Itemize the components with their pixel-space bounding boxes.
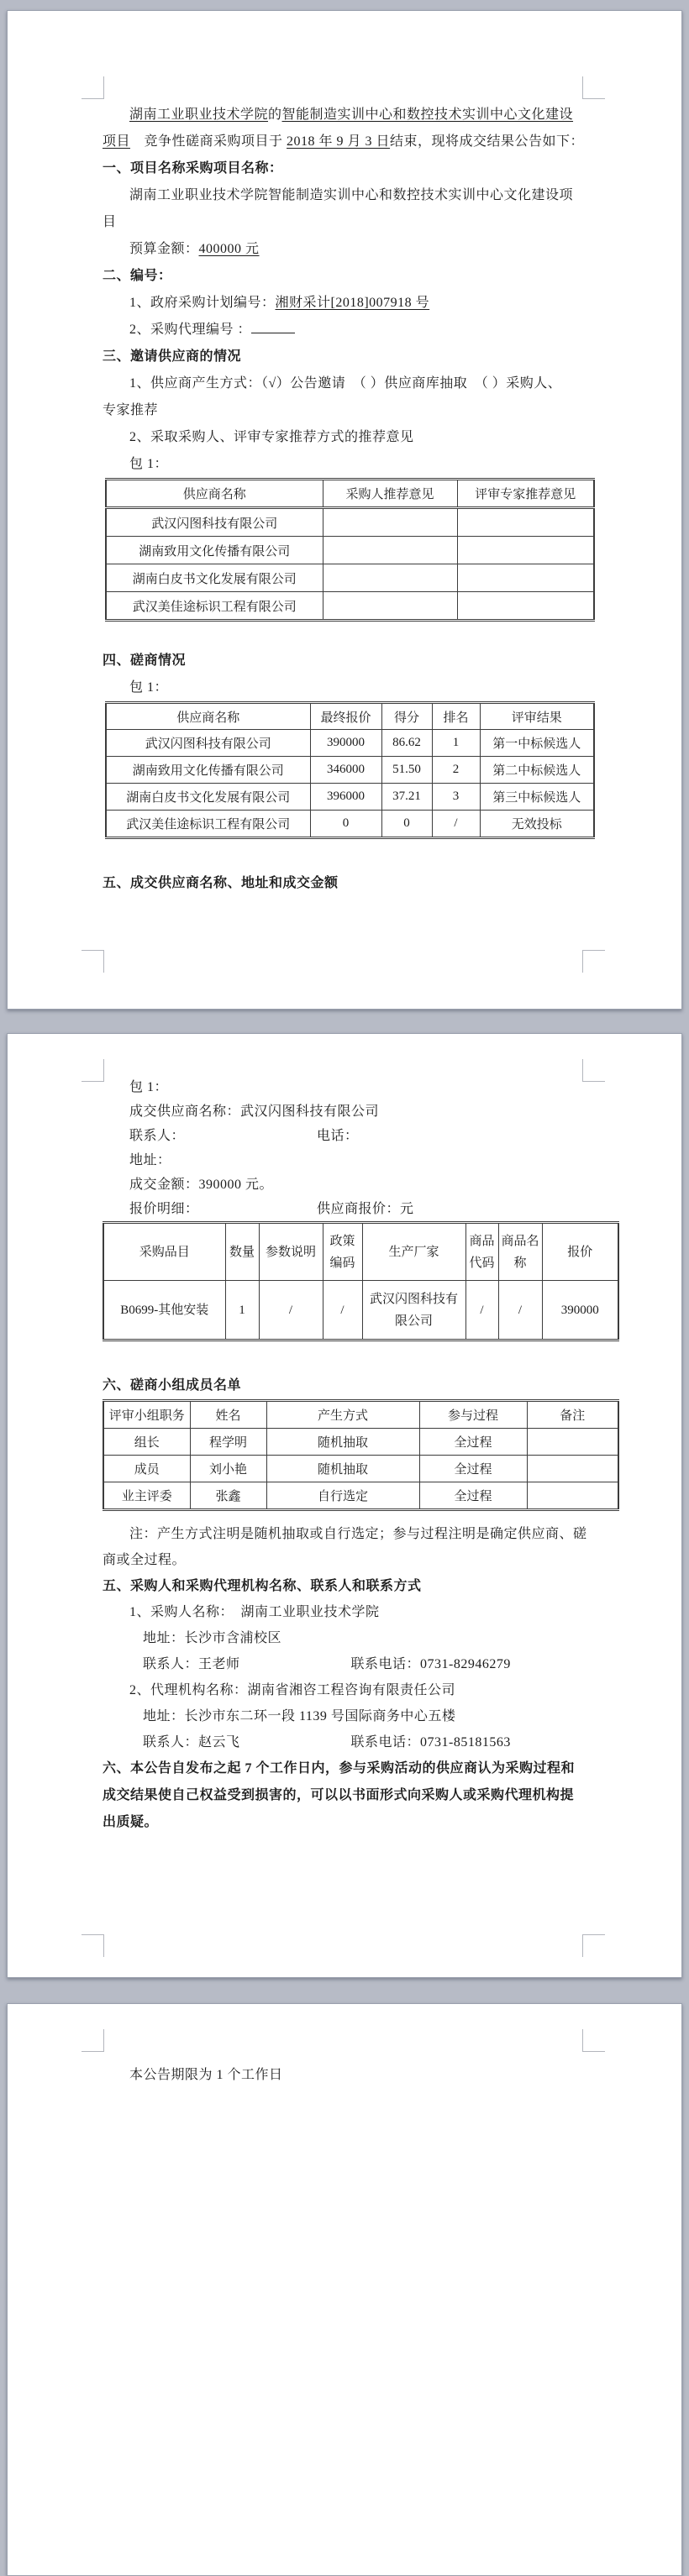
text-line [103,1372,607,1399]
text-segment: 联系人： 电话： [129,1129,359,1143]
text-line [103,424,607,451]
table-cell: 张鑫 [190,1482,266,1510]
text-segment: 二、编号： [103,269,172,283]
page-2-content [8,1034,681,1836]
text-segment: 湖南工业职业技术学院 [129,108,269,122]
table-cell: 37.21 [381,784,432,811]
table-cell: 346000 [310,757,381,784]
table-cell: 86.62 [381,730,432,757]
table-cell: 0 [381,811,432,838]
page-2 [7,1033,682,1978]
text-line [103,102,607,129]
margin-mark-bottom-left-icon [82,1934,104,1957]
text-line [103,344,607,370]
text-line [103,182,607,209]
panel-heading-block [103,1372,607,1399]
table-cell [323,508,457,537]
table-cell: 自行选定 [266,1482,419,1510]
table-cell: 第二中标候选人 [480,757,594,784]
column-header: 生产厂家 [362,1223,465,1281]
table-row [106,811,594,838]
table-cell: / [498,1281,542,1340]
text-segment: 专家推荐 [103,403,159,417]
text-segment: 联系人：王老师 联系电话：0731-82946279 [143,1657,511,1671]
text-line [103,129,607,155]
text-segment: 2、代理机构名称：湖南省湘咨工程咨询有限责任公司 [129,1683,456,1697]
column-header: 商品代码 [465,1223,498,1281]
award-heading-block [103,870,607,897]
text-segment: 本公告期限为 1 个工作日 [129,2068,283,2082]
table-cell: 成员 [103,1456,190,1482]
text-line [103,1782,607,1809]
text-segment: 三、邀请供应商的情况 [103,349,242,364]
text-line [103,1729,607,1755]
table-row [106,757,594,784]
table-cell: 武汉美佳途标识工程有限公司 [106,592,323,621]
column-header: 评审专家推荐意见 [457,480,594,508]
table-cell: 全过程 [419,1482,527,1510]
text-line [103,290,607,317]
column-header: 参数说明 [259,1223,323,1281]
margin-mark-bottom-left-icon [82,950,104,973]
table-cell: 湖南白皮书文化发展有限公司 [106,784,310,811]
text-segment: 1、采购人名称： 湖南工业职业技术学院 [129,1605,380,1619]
contact-and-notice-block [103,1521,607,1836]
table-cell: 第三中标候选人 [480,784,594,811]
text-segment: 项目 [103,134,131,149]
column-header: 供应商名称 [106,703,310,730]
table-header-row [103,1401,618,1429]
text-segment: 2、采购代理编号 ： [129,323,252,337]
text-segment: 地址：长沙市含浦校区 [143,1631,282,1645]
text-line [103,1547,607,1573]
text-line [103,209,607,236]
column-header: 报价 [542,1223,618,1281]
text-segment: 注：产生方式注明是随机抽取或自行选定；参与过程注明是确定供应商、磋 [129,1527,587,1541]
text-segment: 联系人：赵云飞 联系电话：0731-85181563 [143,1735,511,1750]
table-row [106,784,594,811]
text-segment: 报价明细： 供应商报价：元 [129,1202,414,1216]
table-cell: 刘小艳 [190,1456,266,1482]
table-cell: 湖南致用文化传播有限公司 [106,537,323,564]
column-header: 参与过程 [419,1401,527,1429]
table-cell: / [259,1281,323,1340]
text-segment: 六、磋商小组成员名单 [103,1378,242,1393]
text-line [103,317,607,344]
text-segment: 2018 年 9 月 3 日 [287,134,391,149]
text-line [103,1651,607,1677]
table-cell: 武汉闪图科技有限公司 [106,508,323,537]
text-segment: 五、成交供应商名称、地址和成交金额 [103,876,339,890]
text-line [103,155,607,182]
table-cell: 湖南致用文化传播有限公司 [106,757,310,784]
table-cell: / [323,1281,362,1340]
text-line [103,1755,607,1782]
text-line [103,1148,607,1173]
validity-block [103,2062,607,2089]
table-cell [527,1482,618,1510]
table-cell [457,592,594,621]
text-line [103,870,607,897]
text-segment: 1、政府采购计划编号： [129,296,276,310]
table-cell: 1 [225,1281,259,1340]
text-segment: 成交结果使自己权益受到损害的，可以以书面形式向采购人或采购代理机构提 [103,1788,575,1802]
table-cell: 390000 [542,1281,618,1340]
table-row [106,537,594,564]
text-segment: 地址：长沙市东二环一段 1139 号国际商务中心五楼 [143,1709,456,1723]
page-3-content [8,2004,681,2089]
column-header: 得分 [381,703,432,730]
table-cell: 第一中标候选人 [480,730,594,757]
text-line [103,236,607,263]
page-1 [7,10,682,1010]
text-line [103,1625,607,1651]
table-cell: 武汉闪图科技有限公司 [362,1281,465,1340]
text-line [103,1075,607,1099]
award-detail-block [103,1075,607,1221]
text-line [103,1124,607,1148]
table-cell [527,1456,618,1482]
text-segment: 湘财采计[2018]007918 号 [275,296,430,310]
table-cell: 3 [432,784,480,811]
table-cell: / [432,811,480,838]
text-line [103,1521,607,1547]
blank-underline [251,320,295,333]
column-header: 商品名称 [498,1223,542,1281]
table-cell [323,564,457,592]
column-header: 评审小组职务 [103,1401,190,1429]
text-line [103,1599,607,1625]
column-header: 采购品目 [103,1223,225,1281]
text-segment: 包 1： [129,1080,169,1094]
column-header: 排名 [432,703,480,730]
table-cell [323,537,457,564]
table-cell: 51.50 [381,757,432,784]
text-segment: 包 1： [129,680,169,695]
text-line [103,674,607,701]
column-header: 备注 [527,1401,618,1429]
margin-mark-bottom-right-icon [582,1934,605,1957]
table-cell: 1 [432,730,480,757]
text-segment: 湖南工业职业技术学院智能制造实训中心和数控技术实训中心文化建设项 [129,188,574,202]
text-segment: 结束，现将成交结果公告如下： [390,134,585,149]
text-segment: 目 [103,215,117,229]
column-header: 数量 [225,1223,259,1281]
table-row [103,1281,618,1340]
text-segment: 400000 元 [198,242,260,256]
table-row [106,730,594,757]
text-line [103,397,607,424]
table-cell: 湖南白皮书文化发展有限公司 [106,564,323,592]
table-row [103,1456,618,1482]
column-header: 评审结果 [480,703,594,730]
table-header-row [106,480,594,508]
text-segment: 出质疑。 [103,1815,159,1829]
text-line [103,2062,607,2089]
text-segment: 包 1： [129,457,169,471]
text-segment: 竞争性磋商采购项目于 [130,134,287,149]
text-line [103,1173,607,1197]
text-segment: 四、磋商情况 [103,653,187,668]
text-line [103,1573,607,1599]
text-line [103,1809,607,1836]
table-cell: 390000 [310,730,381,757]
text-line [103,1677,607,1703]
table-cell: 无效投标 [480,811,594,838]
table-row [103,1482,618,1510]
text-segment: 商或全过程。 [103,1553,187,1567]
text-line [103,1197,607,1221]
text-line [103,648,607,674]
text-segment: 2、采取采购人、评审专家推荐方式的推荐意见 [129,430,414,444]
text-line [103,370,607,397]
text-line [103,263,607,290]
page-3 [7,2003,682,2576]
table-header-row [106,703,594,730]
text-segment: 一、项目名称采购项目名称： [103,161,283,176]
panel-member-table [103,1399,619,1511]
text-segment: 预算金额： [129,242,199,256]
table-cell: 全过程 [419,1429,527,1456]
table-row [106,508,594,537]
text-line [103,1099,607,1124]
recommendation-table [105,478,595,622]
text-segment: 成交供应商名称：武汉闪图科技有限公司 [129,1104,380,1119]
table-cell [457,564,594,592]
table-cell: 0 [310,811,381,838]
column-header: 最终报价 [310,703,381,730]
table-cell [527,1429,618,1456]
table-row [106,592,594,621]
table-cell: 程学明 [190,1429,266,1456]
table-cell: 随机抽取 [266,1456,419,1482]
table-cell: / [465,1281,498,1340]
table-cell [323,592,457,621]
text-segment: 1、供应商产生方式：（√）公告邀请 （ ）供应商库抽取 （ ）采购人、 [129,376,562,391]
table-cell: 396000 [310,784,381,811]
table-cell: 武汉闪图科技有限公司 [106,730,310,757]
text-segment: 五、采购人和采购代理机构名称、联系人和联系方式 [103,1579,422,1593]
column-header: 采购人推荐意见 [323,480,457,508]
page-1-content [8,11,681,897]
table-row [106,564,594,592]
text-segment: 智能制造实训中心和数控技术实训中心文化建设 [281,108,574,122]
negotiation-heading-block [103,648,607,701]
margin-mark-bottom-right-icon [582,950,605,973]
text-line [103,1703,607,1729]
column-header: 供应商名称 [106,480,323,508]
text-segment: 六、本公告自发布之起 7 个工作日内，参与采购活动的供应商认为采购过程和 [103,1761,576,1776]
text-line [103,451,607,478]
table-cell [457,537,594,564]
table-cell: 随机抽取 [266,1429,419,1456]
negotiation-result-table [105,701,595,839]
text-segment: 的 [268,108,282,122]
text-segment: 地址： [129,1153,171,1167]
table-header-row [103,1223,618,1281]
table-cell: 组长 [103,1429,190,1456]
column-header: 政策编码 [323,1223,362,1281]
table-cell: 武汉美佳途标识工程有限公司 [106,811,310,838]
table-cell: 2 [432,757,480,784]
column-header: 产生方式 [266,1401,419,1429]
announcement-intro-block [103,102,607,478]
text-segment: 成交金额：390000 元。 [129,1178,274,1192]
table-cell [457,508,594,537]
quote-detail-table [103,1221,619,1341]
column-header: 姓名 [190,1401,266,1429]
table-cell: 业主评委 [103,1482,190,1510]
table-row [103,1429,618,1456]
table-cell: 全过程 [419,1456,527,1482]
table-cell: B0699-其他安装 [103,1281,225,1340]
